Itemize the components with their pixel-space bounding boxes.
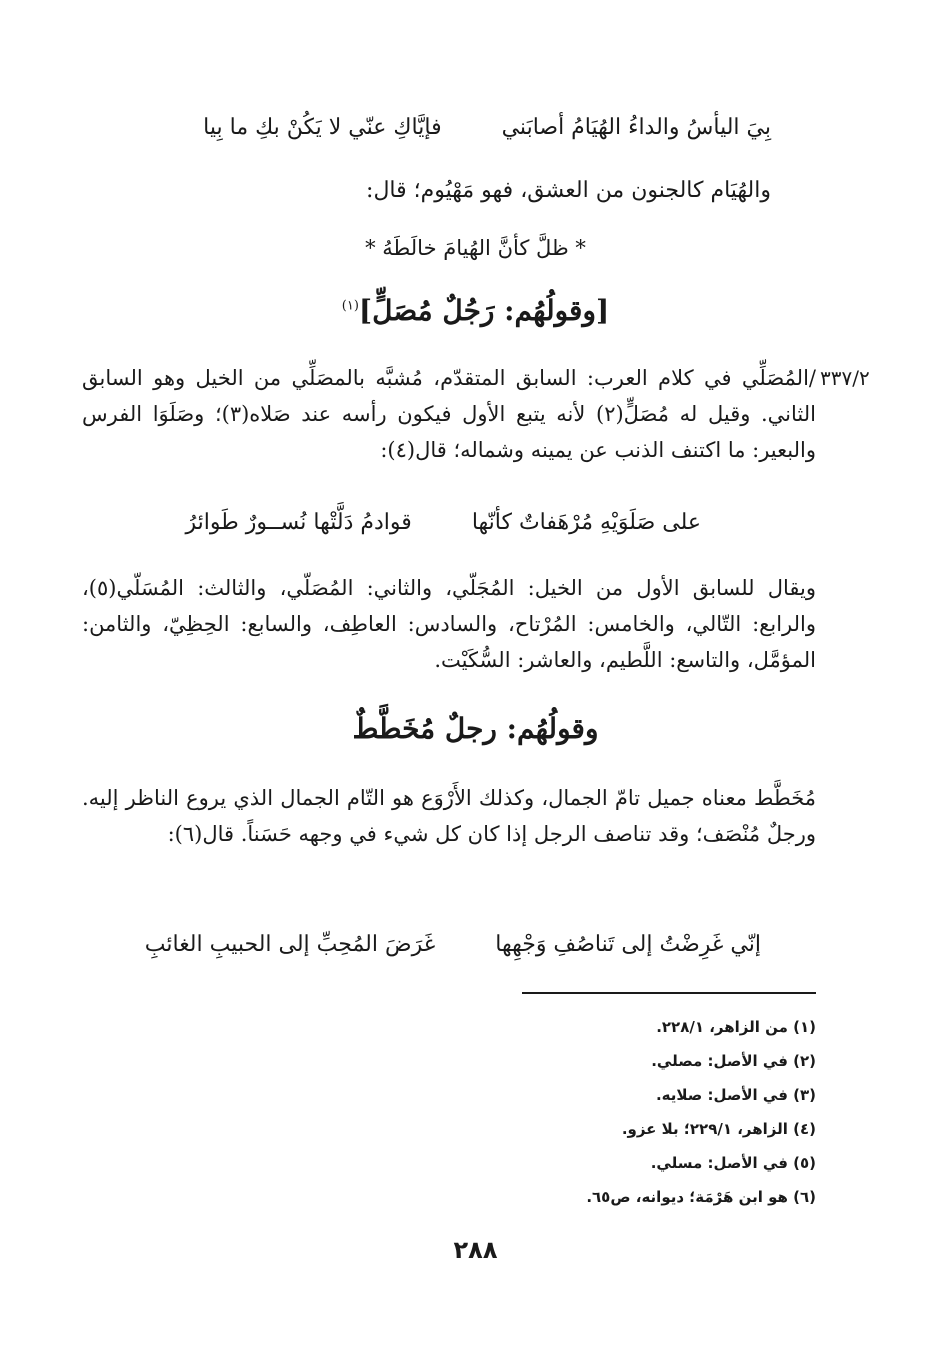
top-verse <box>203 115 771 140</box>
verse-salawayhi-second: قوادمُ دَلَّتْها نُســورٌ طَوائرُ <box>185 510 412 535</box>
footnote-3: (٣) في الأصل: صلايه. <box>655 1086 816 1104</box>
margin-reference: ٣٣٧/٢ <box>820 366 870 390</box>
verse-gharidtu <box>145 932 761 957</box>
paragraph-horse-order: ويقال للسابق الأول من الخيل: المُجَلّي، والثاني: المُصَلّي، والثالث: المُسَلّي(٥)، والرابع: التّالي، والخامس: المُرْتاح، والسادس: العاطِف، والسابع: الحِظِيّ، والثامن: المؤمَّل، والتاسع: اللَّطيم، والعاشر: السُّكَيْت. <box>82 576 816 672</box>
verse-gharidtu-second: غَرَضَ المُحِبِّ إلى الحبيبِ الغائبِ <box>144 932 436 957</box>
section-heading-musalli <box>0 294 951 327</box>
footnote-4: (٤) الزاهر، ٢٢٩/١؛ بلا عزو. <box>621 1120 816 1138</box>
footnote-divider <box>522 992 816 994</box>
footnote-1: (١) من الزاهر، ٢٢٨/١. <box>656 1018 816 1036</box>
paragraph-mukhattat: مُخَطَّط معناه جميل تامّ الجمال، وكذلك الأَرْوَع هو التّام الجمال الذي يروع الناظر إليه. ورجلٌ مُنْصَف؛ وقد تناصف الرجل إذا كان كل شيء في وجهه حَسَناً. قال(٦): <box>82 786 816 846</box>
half-verse: * ظلَّ كأنَّ الهُيامَ خالَطَهُ * <box>365 236 586 260</box>
top-verse-second-hemistich: فإيَّاكِ عنّي لا يَكُنْ بكِ ما بِيا <box>203 115 442 140</box>
huyam-line: والهُيَام كالجنون من العشق، فهو مَهْيُوم؛ قال: <box>366 178 771 203</box>
footnote-2: (٢) في الأصل: مصلي. <box>651 1052 816 1070</box>
verse-salawayhi <box>186 510 701 535</box>
footnote-5: (٥) في الأصل: مسلي. <box>650 1154 816 1172</box>
verse-salawayhi-first: على صَلَوَيْهِ مُرْهَفاتٌ كأنّها <box>471 510 701 535</box>
footnotes <box>416 1010 816 1214</box>
page-number: ٢٨٨ <box>453 1236 498 1264</box>
section-heading-mukhattat: وقولُهُم: رجلٌ مُخَطَّطٌ <box>352 712 599 745</box>
heading-musalli-text: [وقولُهُم: رَجُلٌ مُصَلٍّ] <box>358 294 610 327</box>
verse-gharidtu-first: إنّي غَرِضْتُ إلى تَناصُفِ وَجْهِها <box>495 932 761 957</box>
footnote-6: (٦) هو ابن هَرْمَة؛ ديوانه، ص٦٥. <box>586 1188 816 1206</box>
paragraph-musalli: /المُصَلِّي في كلام العرب: السابق المتقدّم، مُشبَّه بالمصَلِّي من الخيل وهو السابق الثاني. وقيل له مُصَلٍّ(٢) لأنه يتبع الأول فيكون رأسه عند صَلاه(٣)؛ وصَلَوَا الفرس والبعير: ما اكتنف الذنب عن يمينه وشماله؛ قال(٤): <box>82 366 816 462</box>
top-verse-first-hemistich: بِيَ اليأسُ والداءُ الهُيَامُ أصابَني <box>501 115 771 140</box>
heading-musalli-note: (١) <box>341 298 359 314</box>
